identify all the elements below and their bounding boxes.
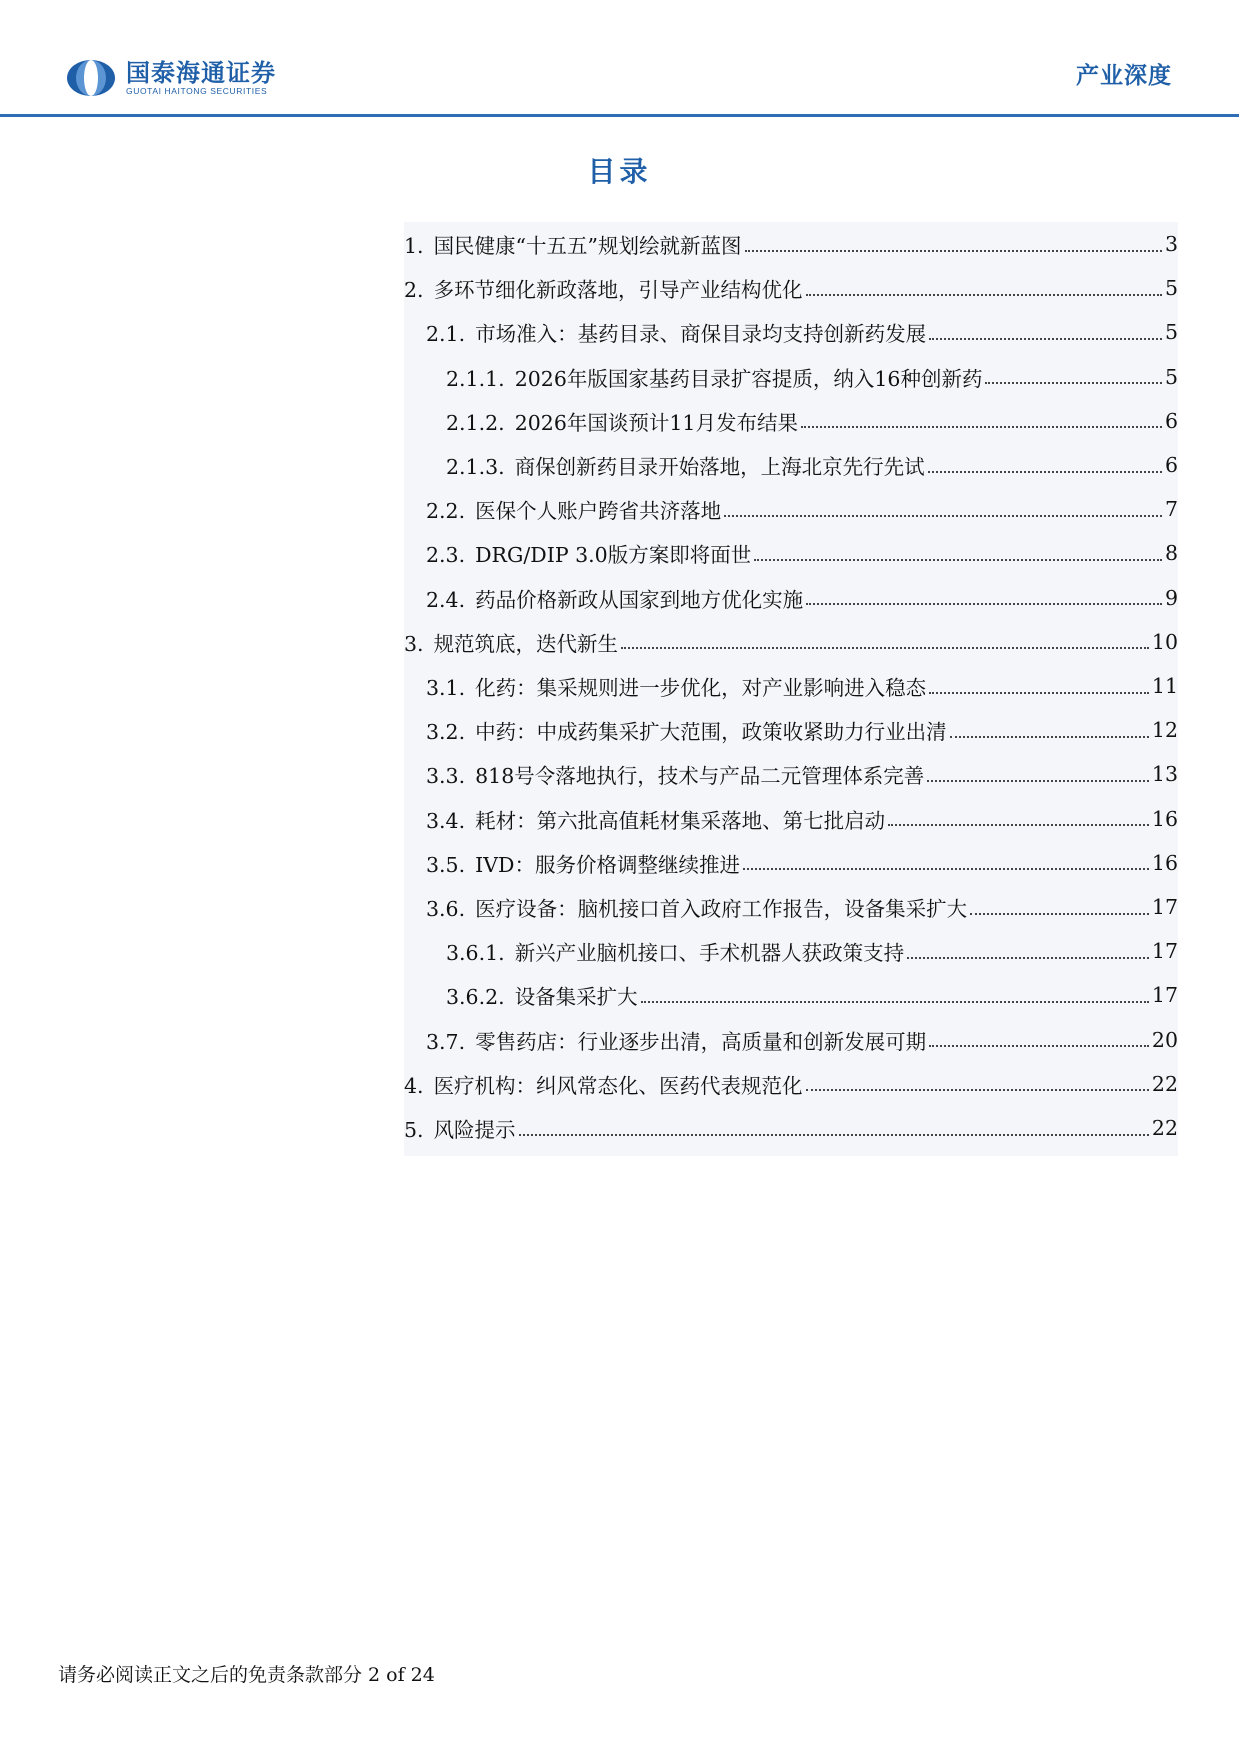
toc-entry-title: 多环节细化新政落地，引导产业结构优化 <box>433 278 803 303</box>
toc-dot-leader <box>621 646 1149 649</box>
toc-entry[interactable] <box>426 708 1178 752</box>
toc-entry[interactable] <box>426 310 1178 354</box>
toc-entry-title: 新兴产业脑机接口、手术机器人获政策支持 <box>514 941 905 966</box>
toc-entry-title: 市场准入：基药目录、商保目录均支持创新药发展 <box>475 322 927 347</box>
toc-entry-page: 16 <box>1151 806 1178 831</box>
toc-dot-leader <box>929 691 1149 694</box>
toc-entry-title: 医疗设备：脑机接口首入政府工作报告，设备集采扩大 <box>475 897 968 921</box>
toc-entry-page: 10 <box>1151 629 1178 654</box>
toc-entry-page: 7 <box>1164 497 1178 522</box>
toc-entry[interactable] <box>404 1062 1178 1106</box>
toc-entry-number: 3.7. <box>426 1029 466 1054</box>
toc-entry-page: 3 <box>1164 232 1178 256</box>
toc-entry[interactable] <box>404 266 1178 310</box>
toc-entry-number: 3.1. <box>426 676 466 700</box>
toc-entry[interactable] <box>426 841 1178 885</box>
toc-dot-leader <box>806 602 1162 605</box>
toc-entry-page: 5 <box>1164 364 1178 389</box>
toc-entry-title: 2026年国谈预计11月发布结果 <box>514 410 798 435</box>
toc-entry[interactable] <box>426 531 1178 575</box>
toc-dot-leader <box>724 514 1162 517</box>
toc-entry-page: 5 <box>1164 276 1178 301</box>
toc-title: 目录 <box>587 155 652 188</box>
toc-entry-page: 17 <box>1151 895 1178 919</box>
toc-entry-title: 风险提示 <box>433 1118 516 1142</box>
toc-entry[interactable] <box>446 973 1178 1017</box>
toc-entry-number: 1. <box>404 234 424 258</box>
toc-entry-title: 耗材：第六批高值耗材集采落地、第七批启动 <box>475 808 886 833</box>
toc-entry[interactable] <box>446 443 1178 487</box>
toc-entry-title: 中药：中成药集采扩大范围，政策收紧助力行业出清 <box>475 720 947 745</box>
toc-dot-leader <box>754 558 1162 561</box>
toc-entry[interactable] <box>426 885 1178 929</box>
logo-mark-icon <box>66 58 116 98</box>
toc-entry[interactable] <box>404 1106 1178 1150</box>
toc-dot-leader <box>907 956 1149 959</box>
toc-entry-page: 12 <box>1151 718 1178 743</box>
toc-entry-number: 2.3. <box>426 543 466 568</box>
toc-entry[interactable] <box>426 664 1178 708</box>
toc-entry[interactable] <box>404 222 1178 266</box>
toc-entry-page: 5 <box>1164 320 1178 345</box>
toc-dot-leader <box>985 381 1162 384</box>
toc-entry[interactable] <box>426 797 1178 841</box>
toc-dot-leader <box>806 1088 1149 1091</box>
page-header <box>0 0 1239 118</box>
toc-dot-leader <box>743 867 1149 870</box>
toc-entry-title: 规范筑底，迭代新生 <box>433 631 619 656</box>
toc-entry[interactable] <box>426 487 1178 531</box>
toc-dot-leader <box>928 470 1162 473</box>
toc-entry-page: 17 <box>1151 983 1178 1008</box>
toc-entry-number: 3.6. <box>426 897 466 921</box>
toc-entry-page: 17 <box>1151 939 1178 964</box>
toc-entry-page: 8 <box>1164 541 1178 566</box>
toc-entry-number: 2.1.3. <box>446 455 505 479</box>
toc-entry[interactable] <box>404 620 1178 664</box>
toc-dot-leader <box>929 1044 1149 1047</box>
toc-entry-page: 11 <box>1151 674 1178 698</box>
toc-entry-number: 3. <box>404 631 424 656</box>
toc-dot-leader <box>801 425 1162 428</box>
toc-entry-title: 商保创新药目录开始落地，上海北京先行先试 <box>514 455 925 479</box>
toc-entry-title: 化药：集采规则进一步优化，对产业影响进入稳态 <box>475 676 927 700</box>
toc-entry-number: 3.6.1. <box>446 941 505 966</box>
toc-dot-leader <box>806 293 1162 296</box>
toc-dot-leader <box>745 249 1162 252</box>
toc-entry-page: 9 <box>1164 585 1178 610</box>
toc-entry-title: 药品价格新政从国家到地方优化实施 <box>475 587 804 612</box>
toc-entry-title: IVD：服务价格调整继续推进 <box>475 852 740 877</box>
toc-entry-number: 2.1. <box>426 322 466 347</box>
toc-entry-number: 3.3. <box>426 764 466 789</box>
report-type-label: 产业深度 <box>1076 63 1172 89</box>
toc-entry-page: 22 <box>1151 1071 1178 1096</box>
toc-entry-number: 3.4. <box>426 808 466 833</box>
toc-entry-number: 2. <box>404 278 424 303</box>
toc-entry-number: 2.1.2. <box>446 410 505 435</box>
toc-entry[interactable] <box>426 1018 1178 1062</box>
toc-entry-number: 3.6.2. <box>446 985 505 1010</box>
toc-entry-number: 3.2. <box>426 720 466 745</box>
toc-entry-page: 20 <box>1151 1027 1178 1052</box>
page-footer: 请务必阅读正文之后的免责条款部分 2 of 24 <box>58 1664 435 1686</box>
toc-entry-number: 2.1.1. <box>446 366 505 391</box>
toc-dot-leader <box>929 337 1162 340</box>
toc-entry-title: 设备集采扩大 <box>514 985 638 1010</box>
toc-entry[interactable] <box>426 576 1178 620</box>
toc-entry-title: 818号令落地执行，技术与产品二元管理体系完善 <box>475 764 925 789</box>
toc-entry-title: 医疗机构：纠风常态化、医药代表规范化 <box>433 1073 803 1098</box>
toc-entry-page: 6 <box>1164 408 1178 433</box>
toc-entry-number: 2.2. <box>426 499 466 524</box>
toc-dot-leader <box>519 1133 1149 1136</box>
toc-entry[interactable] <box>446 929 1178 973</box>
toc-entry-number: 5. <box>404 1118 424 1142</box>
toc-entry-title: 零售药店：行业逐步出清，高质量和创新发展可期 <box>475 1029 927 1054</box>
toc-entry[interactable] <box>446 355 1178 399</box>
toc-entry-page: 16 <box>1151 850 1178 875</box>
toc-entry-number: 2.4. <box>426 587 466 612</box>
logo-name-en: GUOTAI HAITONG SECURITIES <box>126 85 268 96</box>
toc-dot-leader <box>970 912 1149 915</box>
toc-entry-number: 4. <box>404 1073 424 1098</box>
toc-entry-title: 国民健康“十五五”规划绘就新蓝图 <box>433 234 742 258</box>
toc-entry-title: 医保个人账户跨省共济落地 <box>475 499 722 524</box>
toc-entry-page: 22 <box>1151 1116 1178 1140</box>
toc-entry[interactable] <box>446 399 1178 443</box>
toc-entry-page: 6 <box>1164 453 1178 477</box>
company-logo <box>66 58 276 98</box>
toc-entry-number: 3.5. <box>426 852 466 877</box>
header-divider <box>0 114 1239 117</box>
toc-entry-title: DRG/DIP 3.0版方案即将面世 <box>475 543 752 568</box>
toc-entry[interactable] <box>426 752 1178 796</box>
toc-entry-title: 2026年版国家基药目录扩容提质，纳入16种创新药 <box>514 366 983 391</box>
toc-dot-leader <box>950 735 1149 738</box>
toc-dot-leader <box>927 779 1149 782</box>
logo-name-cn: 国泰海通证券 <box>126 58 276 87</box>
table-of-contents <box>404 222 1178 1156</box>
toc-dot-leader <box>888 823 1149 826</box>
toc-dot-leader <box>641 1000 1149 1003</box>
toc-entry-page: 13 <box>1151 762 1178 787</box>
